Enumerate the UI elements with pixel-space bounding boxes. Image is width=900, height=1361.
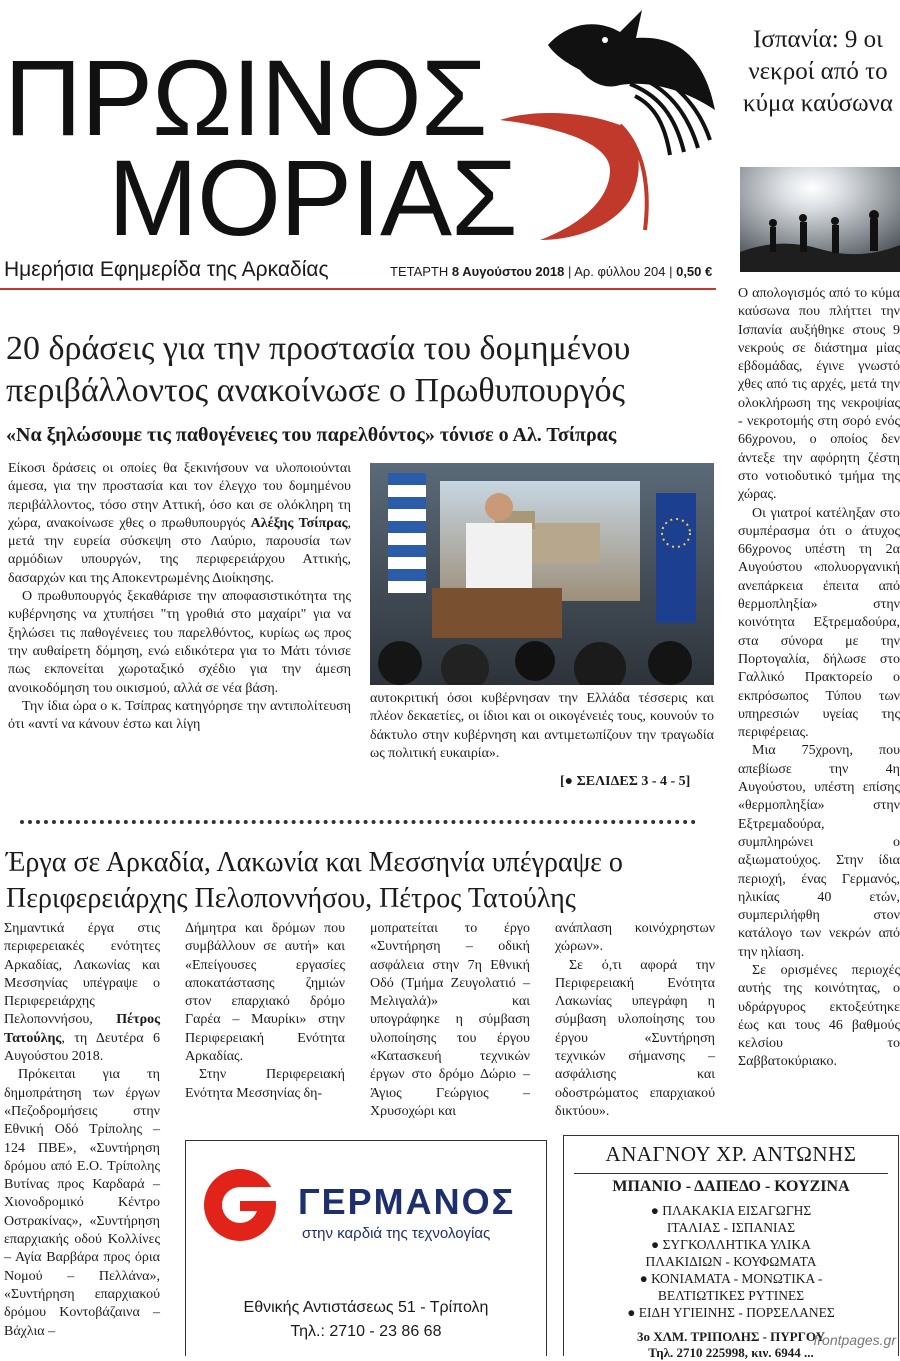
lead-p1-text-b: , μετά την ευρεία σύσκεψη στο Λαύριο, παρουσία των αρμόδιων υπουργών, της περιφερειάρχου Αττικής, δασαρχών και της Αποκεντρωμένης Διοίκησης. [8, 515, 351, 586]
anagnou-phone: Τηλ. 2710 225998, κιν. 6944 ... [648, 1345, 814, 1360]
second-c1-paragraph-2: Πρόκειται για τη δημοπράτηση των έργων «Πεζοδρομήσεις στην Εθνική Οδό Τρίπολης – 124 ΠΒΕ», «Συντήρηση δρόμου από Ε.Ο. Τρίπολης Βυτίνας προς Καρδαρά – Χιονοδρομικό Κέντρο Οστρακίνας», «Συντήρηση επαρχιακής οδού Κολλίνες – Αγία Βαρβάρα προς όρια Νομού – Πελλάνα», «Συντήρηση επαρχιακού δρόμου Κοντοβάζαινα – Βάχλια – [4, 1067, 160, 1339]
dove-logo-icon [470, 0, 720, 250]
second-column-3 [370, 920, 530, 1121]
lead-column-2 [370, 690, 714, 763]
second-c4-paragraph-2: Σε ό,τι αφορά την Περιφερειακή Ενότητα Λακωνίας υπεγράφη η σύμβαση υλοποίησης του έργου «Συντήρηση τεχνικών σήμανσης – ασφάλισης και οδοστρώματος επαρχιακού δικτύου». [555, 957, 715, 1119]
sidebar-paragraph-3: Μια 75χρονη, που απεβίωσε την 4η Αυγούστου, υπέστη επίσης «θερμοπληξία» στην Εξτρεμαδούρα, συμπληρώνει ο αξιωματούχος. Στην ίδια περιοχή, ένας Γερμανός, ηλικίας 40 ετών, συμπεριλήφθη στον κατάλογο των νεκρών από την ηλίαση. [738, 743, 900, 960]
lead-headline[interactable]: 20 δράσεις για την προστασία του δομημένου περιβάλλοντος ανακοίνωσε ο Πρωθυπουργός [6, 330, 631, 409]
second-c4-paragraph-1: ανάπλαση κοινόχρηστων χώρων». [555, 921, 715, 955]
lead-paragraph-4: αυτοκριτική όσοι κυβέρνησαν την Ελλάδα τέσσερις και πλέον δεκαετίες, οι ίδιοι και οι οικογένειές τους, κουνούν το δάκτυλο στην κυβέρνηση και αντιμετωπίζουν την τραγωδία ως πολιτική ευκαιρία». [370, 691, 714, 761]
anagnou-item: ΒΕΛΤΙΩΤΙΚΕΣ ΡΥΤΙΝΕΣ [657, 1288, 805, 1303]
lead-p1-text-a: Είκοσι δράσεις οι οποίες θα ξεκινήσουν να υλοποιούνται άμεσα, για την προστασία και τον έλεγχο του δομημένου περιβάλλοντος, τόσο στην Αττική, όσο και σε ολόκληρη τη χώρα, ανακοίνωσε χθες ο πρωθυπουργός [8, 461, 351, 531]
masthead-title-line1: ΠΡΩΙΝΟΣ [4, 37, 487, 158]
tagline: Ημερήσια Εφημερίδα της Αρκαδίας [4, 258, 329, 281]
anagnou-ad[interactable] [563, 1135, 899, 1360]
press-conference-image [370, 463, 714, 685]
second-headline[interactable]: Έργα σε Αρκαδία, Λακωνία και Μεσσηνία υπέγραψε ο Περιφερειάρχης Πελοποννήσου, Πέτρος Τατούλης [6, 847, 623, 914]
lead-deck: «Να ξηλώσουμε τις παθογένειες του παρελθόντος» τόνισε ο Αλ. Τσίπρας [6, 424, 617, 446]
germanos-logo-icon [200, 1165, 280, 1245]
germanos-phone: Τηλ.: 2710 - 23 86 68 [290, 1323, 442, 1340]
issue-info [390, 264, 712, 279]
germanos-address: Εθνικής Αντιστάσεως 51 - Τρίπολη [243, 1299, 489, 1316]
issue-day: ΤΕΤΑΡΤΗ [390, 264, 449, 279]
second-c1-text-a: Σημαντικά έργα στις περιφερειακές ενότητες Αρκαδίας, Λακωνίας και Μεσσηνίας υπέγραψε ο Περιφερειάρχης Πελοποννήσου, [4, 921, 160, 1028]
dotted-divider [20, 820, 696, 824]
lead-pages-link[interactable]: [● ΣΕΛΙΔΕΣ 3 - 4 - 5] [560, 774, 691, 789]
lead-paragraph-1 [8, 460, 351, 588]
sidebar-headline[interactable]: Ισπανία: 9 οι νεκροί από το κύμα καύσωνα [743, 26, 893, 117]
anagnou-item: ΠΛΑΚΙΔΙΩΝ - ΚΟΥΦΩΜΑΤΑ [645, 1254, 817, 1269]
issue-date: 8 Αυγούστου 2018 [451, 264, 565, 279]
sidebar-photo [740, 167, 900, 272]
second-column-1 [4, 920, 160, 1341]
masthead-divider [0, 288, 716, 290]
sidebar-paragraph-1: Ο απολογισμός από το κύμα καύσωνα που πλήττει την Ισπανία αυξήθηκε στους 9 νεκρούς σε διάστημα μίας εβδομάδας, έγινε γνωστό χθες από τις αρχές, μετά την ολοκλήρωση της νεκροψίας - νεκροτομής στη σορό ενός 66χρονου, ο οποίος δεν άντεξε την αφόρητη ζέστη στο νοτιοδυτικό τμήμα της χώρας. [738, 286, 900, 503]
anagnou-item: ● ΠΛΑΚΑΚΙΑ ΕΙΣΑΓΩΓΗΣ [650, 1203, 812, 1218]
germanos-ad[interactable] [185, 1140, 547, 1356]
second-column-4 [555, 920, 715, 1121]
lead-paragraph-2: Ο πρωθυπουργός ξεκαθάρισε την αποφασιστικότητα της κυβέρνησης να χτυπήσει "τη γροθιά στο μαχαίρι" για να ξηλώσει τις παθογένειες του παρελθόντος, κυρίως ως προς την αυθαίρετη δόμηση, ενώ ειδικότερα για το Μάτι τόνισε πως εκπονείται χωροταξικό σχέδιο για την άμεση ανοικοδόμηση του οικισμού, αλλά σε νέα βάση. [8, 589, 351, 696]
second-c1-paragraph-1 [4, 920, 160, 1066]
second-c2-paragraph-2: Στην Περιφερειακή Ενότητα Μεσσηνίας δη- [185, 1067, 345, 1101]
watermark: frontpages.gr [813, 1332, 896, 1348]
lead-column-1 [8, 460, 351, 734]
lead-p1-name: Αλέξης Τσίπρας [250, 515, 348, 531]
germanos-slogan: στην καρδιά της τεχνολογίας [302, 1225, 491, 1242]
anagnou-item: ● ΕΙΔΗ ΥΓΙΕΙΝΗΣ - ΠΟΡΣΕΛΑΝΕΣ [627, 1305, 835, 1320]
second-c1-text-b: , τη Δευτέρα 6 Αυγούστου 2018. [4, 1030, 160, 1065]
lead-paragraph-3: Την ίδια ώρα ο κ. Τσίπρας κατηγόρησε την αντιπολίτευση ότι «αντί να κάνουν έστω και λίγη [8, 698, 351, 733]
second-column-2 [185, 920, 345, 1103]
sidebar-paragraph-4: Σε ορισμένες περιοχές αυτής της κοινότητας, ο υδράργυρος εκτοξεύτηκε έως και τους 46 βαθμούς κελσίου το Σαββατοκύριακο. [738, 962, 900, 1070]
sidebar-paragraph-2: Οι γιατροί κατέληξαν στο συμπέρασμα ότι ο άτυχος 66χρονος υπέστη τη 2α Αυγούστου «πολυοργανική ανεπάρκεια έπειτα από θερμοπληξία» στην κοινότητα Εξτρεμαδούρα, στα σύνορα με την Πορτογαλία, δήλωσε στο Γαλλικό Πρακτορείο ο εκπρόσωπος Τύπου των υπηρεσιών υγείας της περιφέρειας. [738, 505, 900, 741]
issue-number: | Αρ. φύλλου 204 | [564, 264, 677, 279]
second-c2-paragraph-1: Δήμητρα και δρόμων που συμβάλλουν σε αυτή» και «Επείγουσες εργασίες αποκατάστασης ζημιών στον επαρχιακό δρόμο Γαρέα – Μαυρίκι» στην Περιφερειακή Ενότητα Αρκαδίας. [185, 921, 345, 1065]
issue-price: 0,50 € [676, 264, 713, 279]
anagnou-subtitle: ΜΠΑΝΙΟ - ΔΑΠΕΔΟ - ΚΟΥΖΙΝΑ [574, 1173, 888, 1196]
anagnou-item: ● ΚΟΝΙΑΜΑΤΑ - ΜΟΝΩΤΙΚΑ - [639, 1271, 823, 1286]
lead-photo [370, 463, 714, 685]
germanos-brand: ΓΕΡΜΑΝΟΣ [298, 1181, 516, 1222]
heatwave-hikers-image [740, 167, 900, 272]
sidebar-column [738, 285, 900, 1072]
anagnou-item: ● ΣΥΓΚΟΛΛΗΤΙΚΑ ΥΛΙΚΑ [651, 1237, 811, 1252]
masthead-title-line2: ΜΟΡΙΑΣ [108, 137, 517, 258]
second-c3-paragraph-1: μοπρατείται το έργο «Συντήρηση – οδική ασφάλεια στην 7η Εθνική Οδό (Τμήμα Ζευγολατιό – Μελιγαλά)» και υπογράφηκε η σύμβαση υλοποίησης του έργου «Κατασκευή τεχνικών έργων στο δρόμο Δώριο – Άγιος Γεώργιος – Χρυσοχώρι και [370, 921, 530, 1119]
anagnou-name: ΑΝΑΓΝΟΥ ΧΡ. ΑΝΤΩΝΗΣ [605, 1142, 857, 1166]
anagnou-address: 3ο ΧΛΜ. ΤΡΙΠΟΛΗΣ - ΠΥΡΓΟΥ [636, 1329, 826, 1344]
anagnou-items [564, 1202, 898, 1321]
second-c1-name: Πέτρος Τατούλης [4, 1012, 160, 1046]
anagnou-item: ΙΤΑΛΙΑΣ - ΙΣΠΑΝΙΑΣ [666, 1220, 796, 1235]
